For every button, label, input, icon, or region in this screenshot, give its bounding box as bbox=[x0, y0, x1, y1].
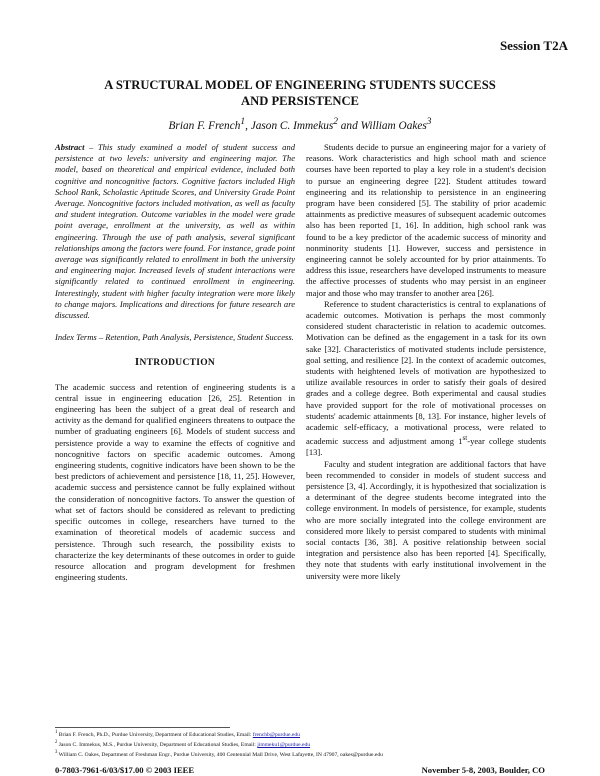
author-1: Brian F. French bbox=[168, 119, 241, 132]
footnote-3: $^3$ William C. Oakes, Department of Freshman Engr., Purdue University, 400 Centennial Mall Drive, West Lafayette, IN 47907, oakes@purdue.edu bbox=[55, 750, 383, 758]
intro-paragraph: The academic success and retention of engineering students is a central issue in engineering education [26, 25]. Retention in engineering has been the subject of a great deal of research and activity as the demand for qualified engineers threatens to outpace the number of graduating engineers [6]. Models of student success and persistence provide a way to examine the effects of cognitive and noncognitive factors on specific academic outcomes. Among engineering students, cognitive indicators have been shown to be the best predictors of achievement and persistence [18, 11, 25]. However, academic success and persistence cannot be fully explained without the consideration of noncognitive factors. To answer the question of what set of factors should be considered as relevant to predicting specific outcomes in college, researchers have turned to the examination of theoretical models of academic success and persistence. Through such research, the possibility exists to characterize the key determinants of these outcomes in order to guide resource allocation and program development for freshmen engineering students. bbox=[55, 381, 295, 583]
author-list: Brian F. French$^1$, Jason C. Immekus$^2$ and William Oakes$^3$ bbox=[168, 117, 432, 132]
body-paragraph-2: Reference to student characteristics is central to explanations of academic outcomes. Motivation is perhaps the most commonly considered student characteristic in relation to academic outcomes. Motivation can be defined as the engagement in a task for its own sake [32]. Characteristics of motivated students include persistence, goal setting, and resilience [2]. In the context of academic outcomes, students with heightened levels of motivation are hypothesized to utilize available resources in order to satisfy their goals of desired grades and a college degree. Both experimental and causal studies have provided support for the role of motivational processes on students' academic attainments [8, 13]. For instance, higher levels of academic self-efficacy, a motivational process, were related to academic success and adjustment among 1st-year college students [13]. bbox=[306, 298, 546, 458]
footnotes bbox=[55, 729, 555, 759]
body-paragraph-3: Faculty and student integration are additional factors that have been recommended to consider in models of student success and persistence [3, 4]. Accordingly, it is hypothesized that socialization is a determinant of the degree students become integrated into the college environment. In models of persistence, for example, students who are more socially integrated into the college environment are considered more likely to persist compared to students with minimal social contacts [36, 38]. A positive relationship between social integration and persistence also has been reported [4]. Specifically, they note that students with early institutional involvement in the university were more likely bbox=[306, 458, 546, 581]
abstract bbox=[55, 142, 295, 321]
footnote-rule bbox=[55, 727, 230, 728]
abstract-text: – This study examined a model of student success and persistence at two levels: university and engineering major. The model, based on theoretical and empirical evidence, included both cognitive and noncognitive factors. Cognitive factors included High School Rank, Scholastic Aptitude Scores, and University Grade Point Average. Noncognitive factors included motivation, as well as faculty and student integration. Outcome variables in the model were grade point average, enrollment at the university, as well as within engineering. Through the use of path analysis, several significant relationships among the factors were found. For instance, grade point average was significantly related to enrollment in both the university and engineering major. Increased levels of student interactions were significantly related to continued enrollment in engineering. Interestingly, student with higher faculty integration were more likely to change majors. Implications and directions for future research are discussed. bbox=[55, 142, 295, 321]
footer-copyright: 0-7803-7961-6/03/$17.00 © 2003 IEEE bbox=[55, 765, 195, 775]
body-paragraph-1: Students decide to pursue an engineering major for a variety of reasons. Work characteristics and high school math and science courses have been reported to play a key role in a student's decision to pursue an engineering degree [22]. Student attitudes toward engineering and its relationship to persistence in an engineering program have been considered [5]. The stability of prior academic attainments as predictive measures of subsequent academic outcomes also has been reported [1, 16]. In addition, high school rank was found to be a key predictor of the academic success of minority and nonminority students [1]. However, success and persistence in engineering cannot be solely accounted for by prior attainments. To address this issue, researchers have developed instruments to measure the affective processes of students who may persist in an engineer major and those who may transfer to another area [26]. bbox=[306, 142, 546, 298]
footnote-1-email-link[interactable]: frenchb@purdue.edu bbox=[252, 731, 300, 738]
author-2-sup: 2 bbox=[333, 117, 338, 127]
author-3: William Oakes bbox=[360, 119, 427, 132]
footnote-1: $^1$ Brian F. French, Ph.D., Purdue University, Department of Educational Studies, Email: frenchb@purdue.edu bbox=[55, 730, 300, 738]
title-line-2: AND PERSISTENCE bbox=[241, 93, 359, 108]
author-2: Jason C. Immekus bbox=[250, 119, 334, 132]
left-column bbox=[55, 142, 295, 583]
paper-title bbox=[40, 78, 560, 109]
session-label: Session T2A bbox=[499, 38, 568, 53]
footer-date: November 5-8, 2003, Boulder, CO bbox=[421, 765, 545, 775]
index-terms: Index Terms – Retention, Path Analysis, Persistence, Student Success. bbox=[55, 332, 294, 343]
author-1-sup: 1 bbox=[240, 117, 246, 127]
footnote-2: $^2$ Jason C. Immekus, M.S., Purdue University, Department of Educational Studies, Email: jimmeku1@purdue.edu bbox=[55, 740, 311, 748]
footnote-2-email-link[interactable]: jimmeku1@purdue.edu bbox=[257, 741, 311, 748]
author-3-sup: 3 bbox=[426, 117, 432, 127]
section-heading-introduction: INTRODUCTION bbox=[134, 356, 216, 369]
right-column bbox=[306, 142, 546, 582]
author-and: and bbox=[340, 119, 358, 132]
abstract-label: Abstract bbox=[55, 142, 85, 152]
title-line-1: A STRUCTURAL MODEL OF ENGINEERING STUDENTS SUCCESS bbox=[104, 78, 496, 92]
